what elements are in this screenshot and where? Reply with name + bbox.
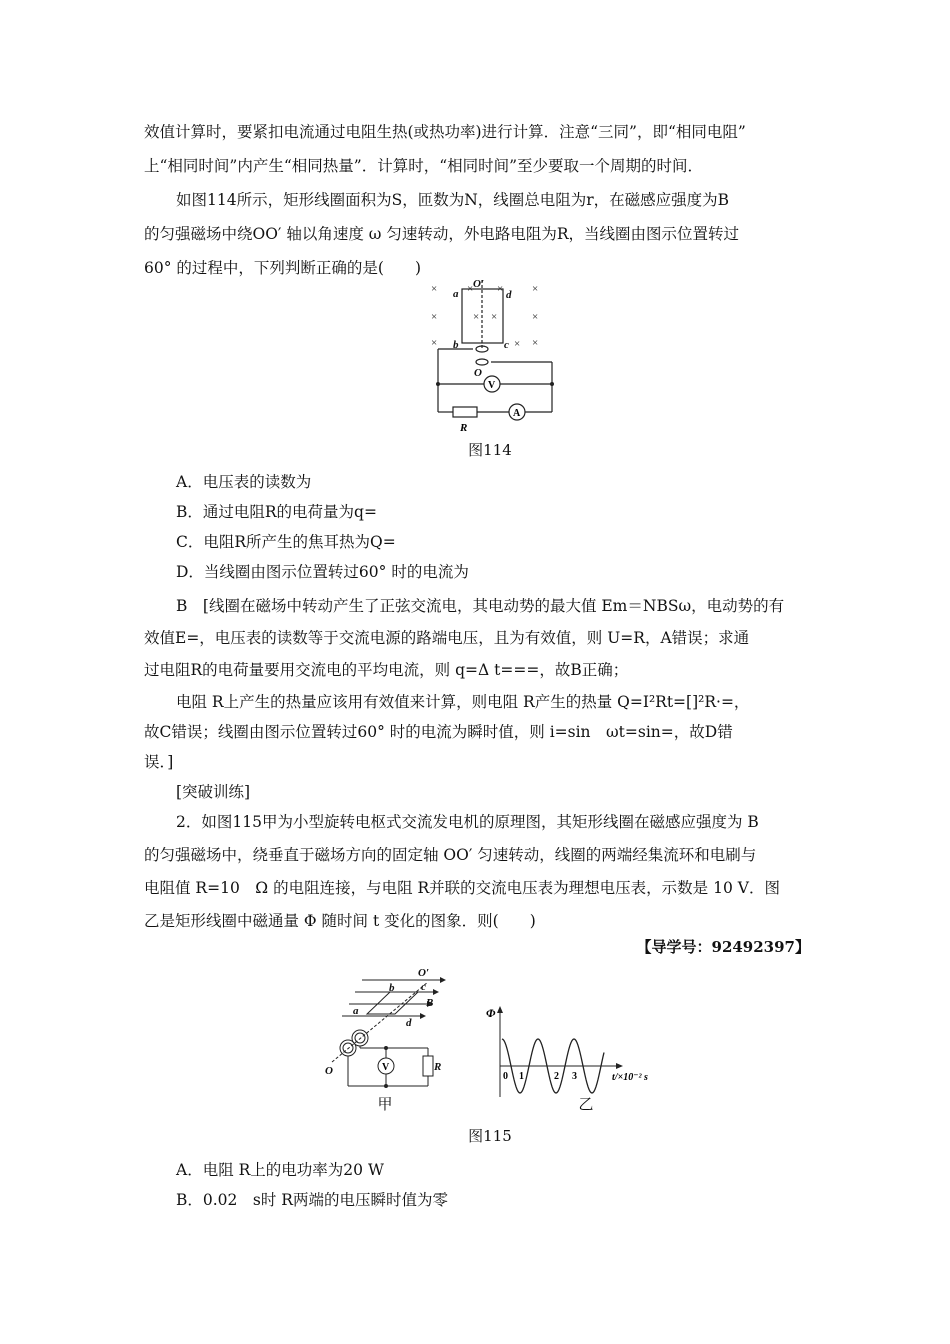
rotation-axis: [332, 982, 428, 1062]
tick-label: 0: [503, 1071, 508, 1082]
resistor: [453, 407, 477, 417]
field-cross: ×: [532, 283, 539, 295]
paragraph-line: 上“相同时间”内产生“相同热量”．计算时，“相同时间”至少要取一个周期的时间．: [144, 157, 704, 175]
figure-114-caption: 图114: [468, 441, 512, 459]
label-c: c: [421, 981, 426, 993]
label-c: c: [504, 339, 509, 351]
field-cross: ×: [431, 311, 438, 323]
guide-number: 【导学号：92492397】: [636, 938, 810, 956]
answer-line: 故C错误；线圈由图示位置转过60° 时的电流为瞬时值，则 i=sin ωt=sin=，故D错: [144, 723, 733, 741]
question2-line: 电阻值 R=10 Ω 的电阻连接，与电阻 R并联的交流电压表为理想电压表，示数是 10 V．图: [144, 879, 780, 897]
ammeter-label: A: [513, 408, 521, 419]
question2-line: 乙是矩形线圈中磁通量 Φ 随时间 t 变化的图象．则( ): [144, 912, 536, 930]
tick-label: 2: [554, 1071, 559, 1082]
label-O: O: [325, 1065, 333, 1077]
figure-115-right-caption: 乙: [578, 1095, 594, 1113]
slip-ring: [352, 1030, 368, 1046]
label-B: B: [426, 997, 434, 1009]
option-b: B．通过电阻R的电荷量为q=: [176, 503, 377, 521]
question1-line: 60° 的过程中，下列判断正确的是( ): [144, 259, 421, 277]
option-c: C．电阻R所产生的焦耳热为Q=: [176, 533, 396, 551]
field-cross: ×: [431, 337, 438, 349]
field-cross: ×: [431, 283, 438, 295]
voltmeter-label: V: [488, 380, 496, 391]
figure-115-flux-graph: [480, 1005, 660, 1105]
answer-line: B [线圈在磁场中转动产生了正弦交流电，其电动势的最大值 Em＝NBSω，电动势的有: [176, 597, 785, 615]
q2-option-a: A．电阻 R上的电功率为20 W: [176, 1161, 384, 1179]
coil-rectangle: [367, 992, 418, 1014]
label-a: a: [353, 1005, 359, 1017]
figure-115-generator: [322, 962, 472, 1092]
label-d: d: [506, 289, 512, 301]
label-O: O: [474, 367, 482, 379]
answer-line: 电阻 R上产生的热量应该用有效值来计算，则电阻 R产生的热量 Q=I²Rt=[]²R·=，: [176, 693, 750, 711]
field-cross: ×: [532, 337, 539, 349]
label-d: d: [406, 1017, 412, 1029]
field-cross: ×: [532, 311, 539, 323]
resistor-label: R: [434, 1061, 442, 1073]
label-b: b: [453, 339, 459, 351]
question2-line: 的匀强磁场中，绕垂直于磁场方向的固定轴 OO′ 匀速转动，线圈的两端经集流环和电刷与: [144, 846, 757, 864]
figure-115-caption: 图115: [468, 1127, 512, 1145]
field-cross: ×: [467, 283, 474, 295]
option-a: A．电压表的读数为: [176, 473, 312, 491]
tick-label: 3: [572, 1071, 577, 1082]
question2-line: 2．如图115甲为小型旋转电枢式交流发电机的原理图，其矩形线圈在磁感应强度为 B: [176, 813, 759, 831]
training-header: [突破训练]: [176, 783, 251, 801]
label-O-prime: O′: [473, 278, 485, 290]
y-axis-label: Φ: [486, 1006, 496, 1020]
resistor-label: R: [460, 422, 468, 434]
figure-115-left-caption: 甲: [377, 1095, 393, 1113]
question1-line: 的匀强磁场中绕OO′ 轴以角速度 ω 匀速转动，外电路电阻为R，当线圈由图示位置转过: [144, 225, 740, 243]
slip-ring-bottom: [476, 359, 488, 365]
answer-line: 过电阻R的电荷量要用交流电的平均电流，则 q=Δ t===，故B正确；: [144, 661, 629, 679]
label-O-prime: O′: [418, 967, 430, 979]
answer-line: 误．]: [144, 753, 174, 771]
question1-line: 如图114所示，矩形线圈面积为S，匝数为N，线圈总电阻为r，在磁感应强度为B: [176, 191, 730, 209]
field-cross: ×: [497, 283, 504, 295]
answer-line: 效值E=，电压表的读数等于交流电源的路端电压，且为有效值，则 U=R，A错误；求通: [144, 629, 750, 647]
field-cross: ×: [491, 311, 498, 323]
x-axis-label: t/×10⁻² s: [612, 1072, 648, 1083]
field-cross: ×: [473, 311, 480, 323]
figure-114-circuit: [420, 276, 570, 436]
paragraph-line: 效值计算时，要紧扣电流通过电阻生热(或热功率)进行计算．注意“三同”，即“相同电阻”: [144, 123, 746, 141]
voltmeter-label: V: [382, 1062, 390, 1073]
option-d: D．当线圈由图示位置转过60° 时的电流为: [176, 563, 469, 581]
resistor: [423, 1056, 433, 1076]
q2-option-b: B．0.02 s时 R两端的电压瞬时值为零: [176, 1191, 448, 1209]
label-a: a: [453, 288, 459, 300]
field-cross: ×: [514, 338, 521, 350]
label-b: b: [389, 982, 395, 994]
tick-label: 1: [519, 1071, 524, 1082]
